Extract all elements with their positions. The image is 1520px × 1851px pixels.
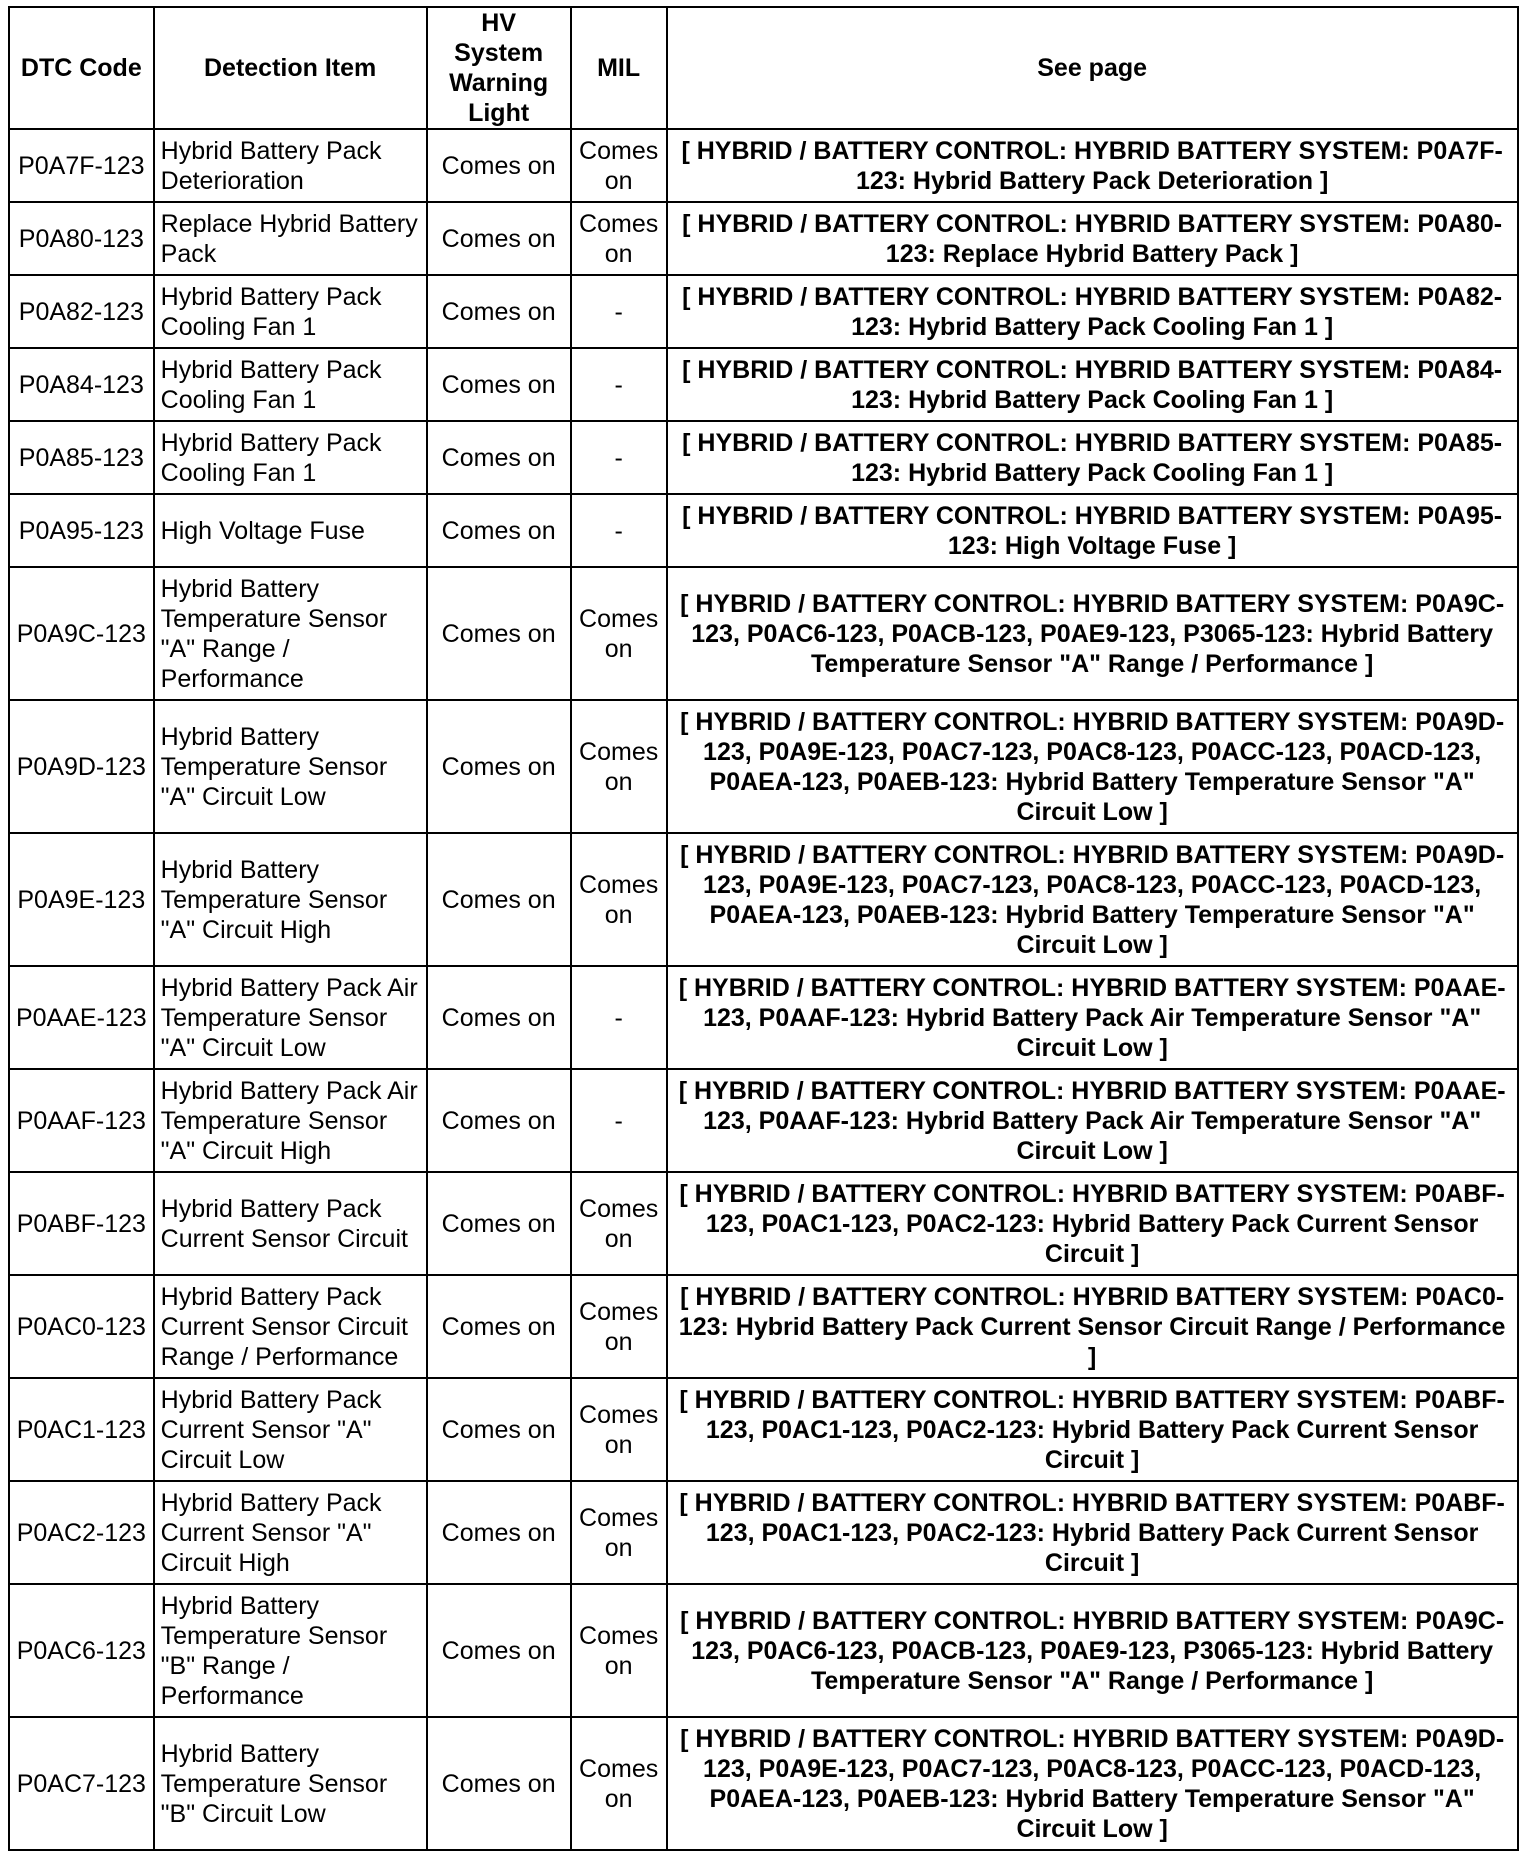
detection-item-cell: Hybrid Battery Pack Air Temperature Sensor "A" Circuit High [154, 1069, 427, 1172]
detection-item-cell: Hybrid Battery Temperature Sensor "A" Range / Performance [154, 567, 427, 700]
dtc-code-cell: P0AC6-123 [9, 1584, 154, 1717]
mil-cell: Comes on [571, 833, 667, 966]
hv-warning-light-cell: Comes on [427, 1481, 571, 1584]
detection-item-cell: High Voltage Fuse [154, 494, 427, 567]
dtc-code-cell: P0A84-123 [9, 348, 154, 421]
mil-cell: - [571, 494, 667, 567]
table-row [9, 202, 1518, 275]
table-row [9, 833, 1518, 966]
mil-cell: - [571, 421, 667, 494]
hv-warning-light-cell: Comes on [427, 275, 571, 348]
mil-cell: - [571, 1069, 667, 1172]
table-row [9, 421, 1518, 494]
mil-cell: Comes on [571, 1584, 667, 1717]
table-row [9, 1172, 1518, 1275]
see-page-link[interactable]: [ HYBRID / BATTERY CONTROL: HYBRID BATTERY SYSTEM: P0A82-123: Hybrid Battery Pack Cooling Fan 1 ] [667, 275, 1518, 348]
see-page-link[interactable]: [ HYBRID / BATTERY CONTROL: HYBRID BATTERY SYSTEM: P0A9C-123, P0AC6-123, P0ACB-123, P0AE9-123, P3065-123: Hybrid Battery Temperature Sensor "A" Range / Performance ] [667, 567, 1518, 700]
hv-warning-light-cell: Comes on [427, 833, 571, 966]
see-page-link[interactable]: [ HYBRID / BATTERY CONTROL: HYBRID BATTERY SYSTEM: P0A80-123: Replace Hybrid Battery Pack ] [667, 202, 1518, 275]
see-page-link[interactable]: [ HYBRID / BATTERY CONTROL: HYBRID BATTERY SYSTEM: P0ABF-123, P0AC1-123, P0AC2-123: Hybrid Battery Pack Current Sensor Circuit ] [667, 1172, 1518, 1275]
table-row [9, 348, 1518, 421]
dtc-code-cell: P0A9E-123 [9, 833, 154, 966]
detection-item-cell: Hybrid Battery Pack Cooling Fan 1 [154, 348, 427, 421]
dtc-code-cell: P0A7F-123 [9, 129, 154, 202]
mil-cell: Comes on [571, 567, 667, 700]
hv-warning-light-cell: Comes on [427, 1584, 571, 1717]
hv-warning-light-cell: Comes on [427, 129, 571, 202]
see-page-link[interactable]: [ HYBRID / BATTERY CONTROL: HYBRID BATTERY SYSTEM: P0A9C-123, P0AC6-123, P0ACB-123, P0AE9-123, P3065-123: Hybrid Battery Temperature Sensor "A" Range / Performance ] [667, 1584, 1518, 1717]
detection-item-cell: Hybrid Battery Temperature Sensor "A" Circuit High [154, 833, 427, 966]
mil-cell: Comes on [571, 1481, 667, 1584]
dtc-code-cell: P0A80-123 [9, 202, 154, 275]
detection-item-cell: Hybrid Battery Pack Air Temperature Sensor "A" Circuit Low [154, 966, 427, 1069]
table-row [9, 494, 1518, 567]
detection-item-cell: Replace Hybrid Battery Pack [154, 202, 427, 275]
dtc-table-container [8, 6, 1519, 1851]
detection-item-cell: Hybrid Battery Pack Current Sensor "A" Circuit High [154, 1481, 427, 1584]
table-row [9, 1378, 1518, 1481]
table-row [9, 1069, 1518, 1172]
detection-item-cell: Hybrid Battery Pack Deterioration [154, 129, 427, 202]
see-page-link[interactable]: [ HYBRID / BATTERY CONTROL: HYBRID BATTERY SYSTEM: P0AAE-123, P0AAF-123: Hybrid Battery Pack Air Temperature Sensor "A" Circuit Low ] [667, 966, 1518, 1069]
detection-item-cell: Hybrid Battery Pack Cooling Fan 1 [154, 275, 427, 348]
mil-cell: Comes on [571, 1172, 667, 1275]
header-detection-item: Detection Item [154, 7, 427, 129]
see-page-link[interactable]: [ HYBRID / BATTERY CONTROL: HYBRID BATTERY SYSTEM: P0A9D-123, P0A9E-123, P0AC7-123, P0AC8-123, P0ACC-123, P0ACD-123, P0AEA-123, P0AEB-123: Hybrid Battery Temperature Sensor "A" Circuit Low ] [667, 1717, 1518, 1850]
see-page-link[interactable]: [ HYBRID / BATTERY CONTROL: HYBRID BATTERY SYSTEM: P0ABF-123, P0AC1-123, P0AC2-123: Hybrid Battery Pack Current Sensor Circuit ] [667, 1481, 1518, 1584]
dtc-code-cell: P0AC2-123 [9, 1481, 154, 1584]
hv-warning-light-cell: Comes on [427, 421, 571, 494]
header-mil: MIL [571, 7, 667, 129]
dtc-table [8, 6, 1519, 1851]
table-row [9, 1584, 1518, 1717]
see-page-link[interactable]: [ HYBRID / BATTERY CONTROL: HYBRID BATTERY SYSTEM: P0ABF-123, P0AC1-123, P0AC2-123: Hybrid Battery Pack Current Sensor Circuit ] [667, 1378, 1518, 1481]
dtc-code-cell: P0A85-123 [9, 421, 154, 494]
detection-item-cell: Hybrid Battery Temperature Sensor "B" Circuit Low [154, 1717, 427, 1850]
detection-item-cell: Hybrid Battery Temperature Sensor "A" Circuit Low [154, 700, 427, 833]
table-row [9, 1275, 1518, 1378]
see-page-link[interactable]: [ HYBRID / BATTERY CONTROL: HYBRID BATTERY SYSTEM: P0A84-123: Hybrid Battery Pack Cooling Fan 1 ] [667, 348, 1518, 421]
hv-warning-light-cell: Comes on [427, 202, 571, 275]
dtc-code-cell: P0AC7-123 [9, 1717, 154, 1850]
see-page-link[interactable]: [ HYBRID / BATTERY CONTROL: HYBRID BATTERY SYSTEM: P0AC0-123: Hybrid Battery Pack Current Sensor Circuit Range / Performance ] [667, 1275, 1518, 1378]
hv-warning-light-cell: Comes on [427, 1717, 571, 1850]
header-hv-warning-light: HV System Warning Light [427, 7, 571, 129]
hv-warning-light-cell: Comes on [427, 1275, 571, 1378]
mil-cell: Comes on [571, 202, 667, 275]
mil-cell: - [571, 275, 667, 348]
hv-warning-light-cell: Comes on [427, 1378, 571, 1481]
mil-cell: Comes on [571, 129, 667, 202]
dtc-code-cell: P0A9C-123 [9, 567, 154, 700]
hv-warning-light-cell: Comes on [427, 1172, 571, 1275]
header-dtc-code: DTC Code [9, 7, 154, 129]
mil-cell: Comes on [571, 1717, 667, 1850]
hv-warning-light-cell: Comes on [427, 1069, 571, 1172]
table-body [9, 129, 1518, 1850]
dtc-code-cell: P0A95-123 [9, 494, 154, 567]
hv-warning-light-cell: Comes on [427, 494, 571, 567]
table-row [9, 275, 1518, 348]
dtc-code-cell: P0A9D-123 [9, 700, 154, 833]
see-page-link[interactable]: [ HYBRID / BATTERY CONTROL: HYBRID BATTERY SYSTEM: P0AAE-123, P0AAF-123: Hybrid Battery Pack Air Temperature Sensor "A" Circuit Low ] [667, 1069, 1518, 1172]
dtc-code-cell: P0ABF-123 [9, 1172, 154, 1275]
dtc-code-cell: P0A82-123 [9, 275, 154, 348]
dtc-code-cell: P0AC1-123 [9, 1378, 154, 1481]
detection-item-cell: Hybrid Battery Pack Cooling Fan 1 [154, 421, 427, 494]
table-row [9, 129, 1518, 202]
see-page-link[interactable]: [ HYBRID / BATTERY CONTROL: HYBRID BATTERY SYSTEM: P0A9D-123, P0A9E-123, P0AC7-123, P0AC8-123, P0ACC-123, P0ACD-123, P0AEA-123, P0AEB-123: Hybrid Battery Temperature Sensor "A" Circuit Low ] [667, 700, 1518, 833]
hv-warning-light-cell: Comes on [427, 348, 571, 421]
see-page-link[interactable]: [ HYBRID / BATTERY CONTROL: HYBRID BATTERY SYSTEM: P0A95-123: High Voltage Fuse ] [667, 494, 1518, 567]
table-row [9, 1717, 1518, 1850]
see-page-link[interactable]: [ HYBRID / BATTERY CONTROL: HYBRID BATTERY SYSTEM: P0A85-123: Hybrid Battery Pack Cooling Fan 1 ] [667, 421, 1518, 494]
mil-cell: Comes on [571, 1275, 667, 1378]
see-page-link[interactable]: [ HYBRID / BATTERY CONTROL: HYBRID BATTERY SYSTEM: P0A9D-123, P0A9E-123, P0AC7-123, P0AC8-123, P0ACC-123, P0ACD-123, P0AEA-123, P0AEB-123: Hybrid Battery Temperature Sensor "A" Circuit Low ] [667, 833, 1518, 966]
see-page-link[interactable]: [ HYBRID / BATTERY CONTROL: HYBRID BATTERY SYSTEM: P0A7F-123: Hybrid Battery Pack Deterioration ] [667, 129, 1518, 202]
hv-warning-light-cell: Comes on [427, 966, 571, 1069]
mil-cell: Comes on [571, 1378, 667, 1481]
detection-item-cell: Hybrid Battery Pack Current Sensor Circuit Range / Performance [154, 1275, 427, 1378]
table-row [9, 1481, 1518, 1584]
hv-warning-light-cell: Comes on [427, 567, 571, 700]
detection-item-cell: Hybrid Battery Temperature Sensor "B" Range / Performance [154, 1584, 427, 1717]
table-row [9, 700, 1518, 833]
detection-item-cell: Hybrid Battery Pack Current Sensor "A" Circuit Low [154, 1378, 427, 1481]
header-see-page: See page [667, 7, 1518, 129]
dtc-code-cell: P0AAE-123 [9, 966, 154, 1069]
dtc-code-cell: P0AAF-123 [9, 1069, 154, 1172]
table-row [9, 567, 1518, 700]
mil-cell: Comes on [571, 700, 667, 833]
hv-warning-light-cell: Comes on [427, 700, 571, 833]
dtc-code-cell: P0AC0-123 [9, 1275, 154, 1378]
mil-cell: - [571, 966, 667, 1069]
table-row [9, 966, 1518, 1069]
table-header-row [9, 7, 1518, 129]
detection-item-cell: Hybrid Battery Pack Current Sensor Circuit [154, 1172, 427, 1275]
mil-cell: - [571, 348, 667, 421]
